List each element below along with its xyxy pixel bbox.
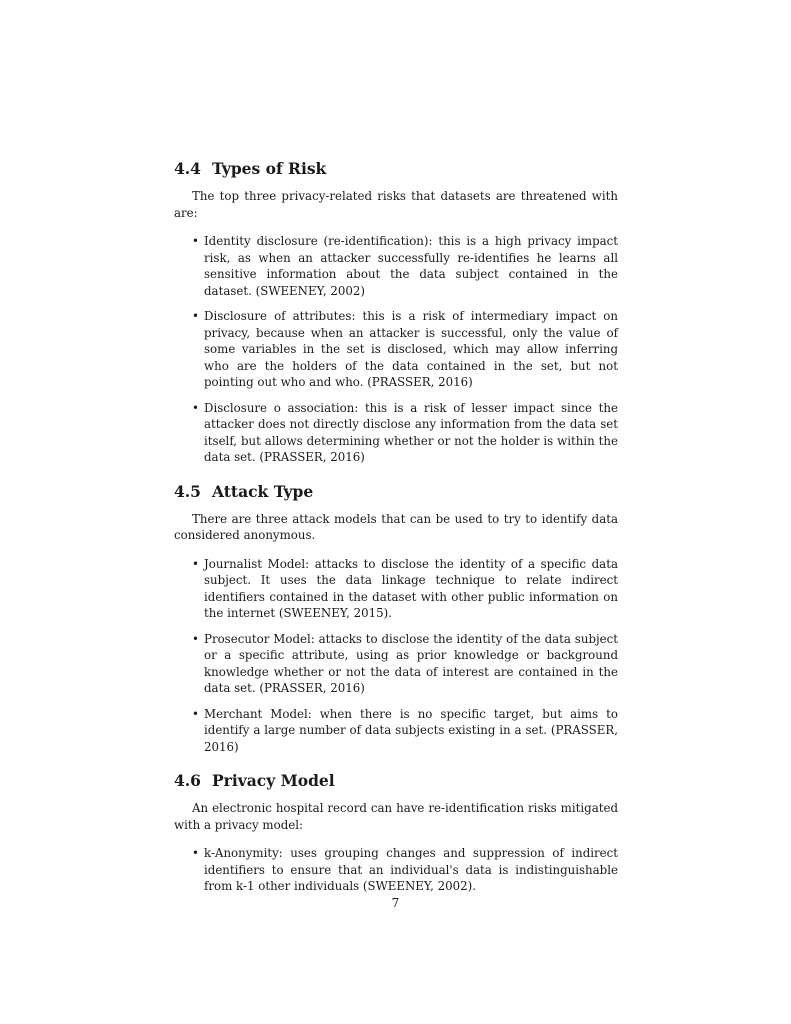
section-number: 4.5 — [174, 481, 201, 501]
bullet-list — [174, 556, 618, 756]
section-heading-attack-type — [174, 481, 618, 503]
bullet-icon: • — [192, 234, 199, 248]
list-item-text: Prosecutor Model: attacks to disclose the identity of the data subject or a specific attribute, using as prior knowledge or background knowledge whether or not the data of interest are contained in the data set. (PRASSER, 2016) — [204, 631, 618, 695]
section-heading-privacy-model — [174, 770, 618, 792]
list-item-text: Journalist Model: attacks to disclose the identity of a specific data subject. It uses the data linkage technique to relate indirect identifiers contained in the dataset with other public information on the internet (SWEENEY, 2015). — [204, 556, 618, 620]
list-item — [174, 400, 618, 466]
list-item — [174, 556, 618, 622]
section-intro: There are three attack models that can be used to try to identify data considered anonymous. — [174, 511, 618, 542]
list-item-text: Disclosure of attributes: this is a risk of intermediary impact on privacy, because when an attacker is successful, only the value of some variables in the set is disclosed, which may allow inferring who are the holders of the data contained in the set, but not pointing out who and who. (PRASSER, 2016) — [204, 309, 618, 389]
list-item-text: Merchant Model: when there is no specific target, but aims to identify a large number of data subjects existing in a set. (PRASSER, 2016) — [204, 706, 618, 754]
list-item — [174, 233, 618, 299]
bullet-list — [174, 845, 618, 895]
bullet-list — [174, 233, 618, 466]
section-intro: The top three privacy-related risks that datasets are threatened with are: — [174, 189, 618, 220]
list-item — [174, 845, 618, 895]
list-item-text: Identity disclosure (re-identification): this is a high privacy impact risk, as when an attacker successfully re-identifies he learns all sensitive information about the data subject contained in the dataset. (SWEENEY, 2002) — [204, 234, 618, 298]
bullet-icon: • — [192, 309, 199, 323]
page-content — [174, 158, 618, 904]
list-item-text: Disclosure o association: this is a risk of lesser impact since the attacker does not directly disclose any information from the data set itself, but allows determining whether or not the holder is within the data set. (PRASSER, 2016) — [204, 400, 618, 464]
bullet-icon: • — [192, 706, 199, 721]
list-item — [174, 706, 618, 756]
bullet-icon: • — [192, 846, 199, 860]
list-item — [174, 631, 618, 697]
section-number: 4.4 — [174, 159, 201, 178]
bullet-icon: • — [192, 556, 199, 571]
list-item-text: k-Anonymity: uses grouping changes and suppression of indirect identifiers to ensure that an individual's data is indistinguishable from k-1 other individuals (SWEENEY, 2002). — [204, 846, 618, 893]
section-intro: An electronic hospital record can have re-identification risks mitigated with a privacy model: — [174, 801, 618, 832]
section-title: Types of Risk — [212, 159, 327, 178]
list-item — [174, 308, 618, 391]
bullet-icon: • — [192, 631, 199, 646]
section-title: Privacy Model — [212, 771, 335, 790]
page-number: 7 — [391, 896, 400, 910]
section-title: Attack Type — [212, 481, 314, 501]
section-number: 4.6 — [174, 771, 201, 790]
section-heading-types-of-risk — [174, 158, 618, 180]
bullet-icon: • — [192, 400, 199, 415]
